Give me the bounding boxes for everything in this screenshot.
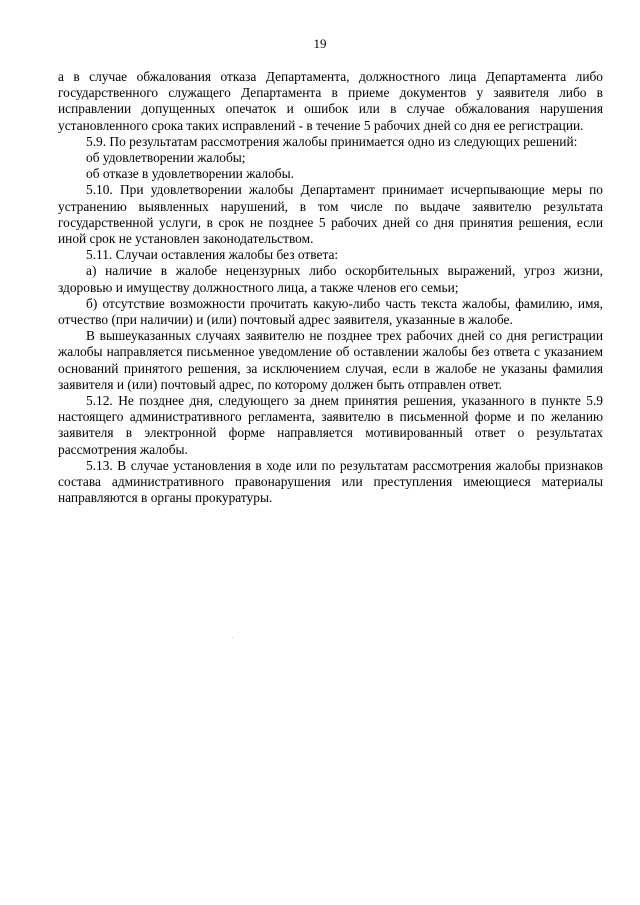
- document-body: [58, 69, 603, 506]
- paragraph-5-13: 5.13. В случае установления в ходе или по результатам рассмотрения жалобы признаков состава административного правонарушения или преступления имеющиеся материалы направляются в органы прокуратуры.: [58, 457, 603, 506]
- paragraph-complaint-deadline: а в случае обжалования отказа Департамента, должностного лица Департамента либо государственного служащего Департамента в приеме документов у заявителя либо в исправлении допущенных опечаток и ошибок или в случае обжалования нарушения установленного срока таких исправлений - в течение 5 рабочих дней со дня ее регистрации.: [58, 69, 603, 133]
- paragraph-5-11-b: б) отсутствие возможности прочитать какую-либо часть текста жалобы, фамилию, имя, отчество (при наличии) и (или) почтовый адрес заявителя, указанные в жалобе.: [58, 295, 603, 328]
- page-number: 19: [313, 36, 327, 51]
- paragraph-5-9: 5.9. По результатам рассмотрения жалобы принимается одно из следующих решений:: [86, 133, 578, 149]
- decision-option-satisfy: об удовлетворении жалобы;: [86, 150, 246, 166]
- paragraph-5-11-a: а) наличие в жалобе нецензурных либо оскорбительных выражений, угроз жизни, здоровью и имуществу должностного лица, а также членов его семьи;: [58, 263, 603, 295]
- paragraph-5-10: 5.10. При удовлетворении жалобы Департамент принимает исчерпывающие меры по устранению выявленных нарушений, в том числе по выдаче заявителю результата государственной услуги, в срок не позднее 5 рабочих дней со дня принятия решения, если иной срок не установлен законодательством.: [58, 182, 603, 247]
- paragraph-5-12: 5.12. Не позднее дня, следующего за днем принятия решения, указанного в пункте 5.9 настоящего административного регламента, заявителю в письменной форме и по желанию заявителя в электронной форме направляется мотивированный ответ о результатах рассмотрения жалобы.: [58, 393, 603, 457]
- decision-option-refuse: об отказе в удовлетворении жалобы.: [86, 166, 294, 182]
- paragraph-5-11: 5.11. Случаи оставления жалобы без ответа:: [86, 247, 339, 263]
- scan-dot: [232, 637, 233, 638]
- paragraph-notification: В вышеуказанных случаях заявителю не позднее трех рабочих дней со дня регистрации жалобы направляется письменное уведомление об оставлении жалобы без ответа с указанием оснований принятого решения, за исключением случая, если в жалобе не указаны фамилия заявителя и (или) почтовый адрес, по которому должен быть отправлен ответ.: [58, 328, 603, 392]
